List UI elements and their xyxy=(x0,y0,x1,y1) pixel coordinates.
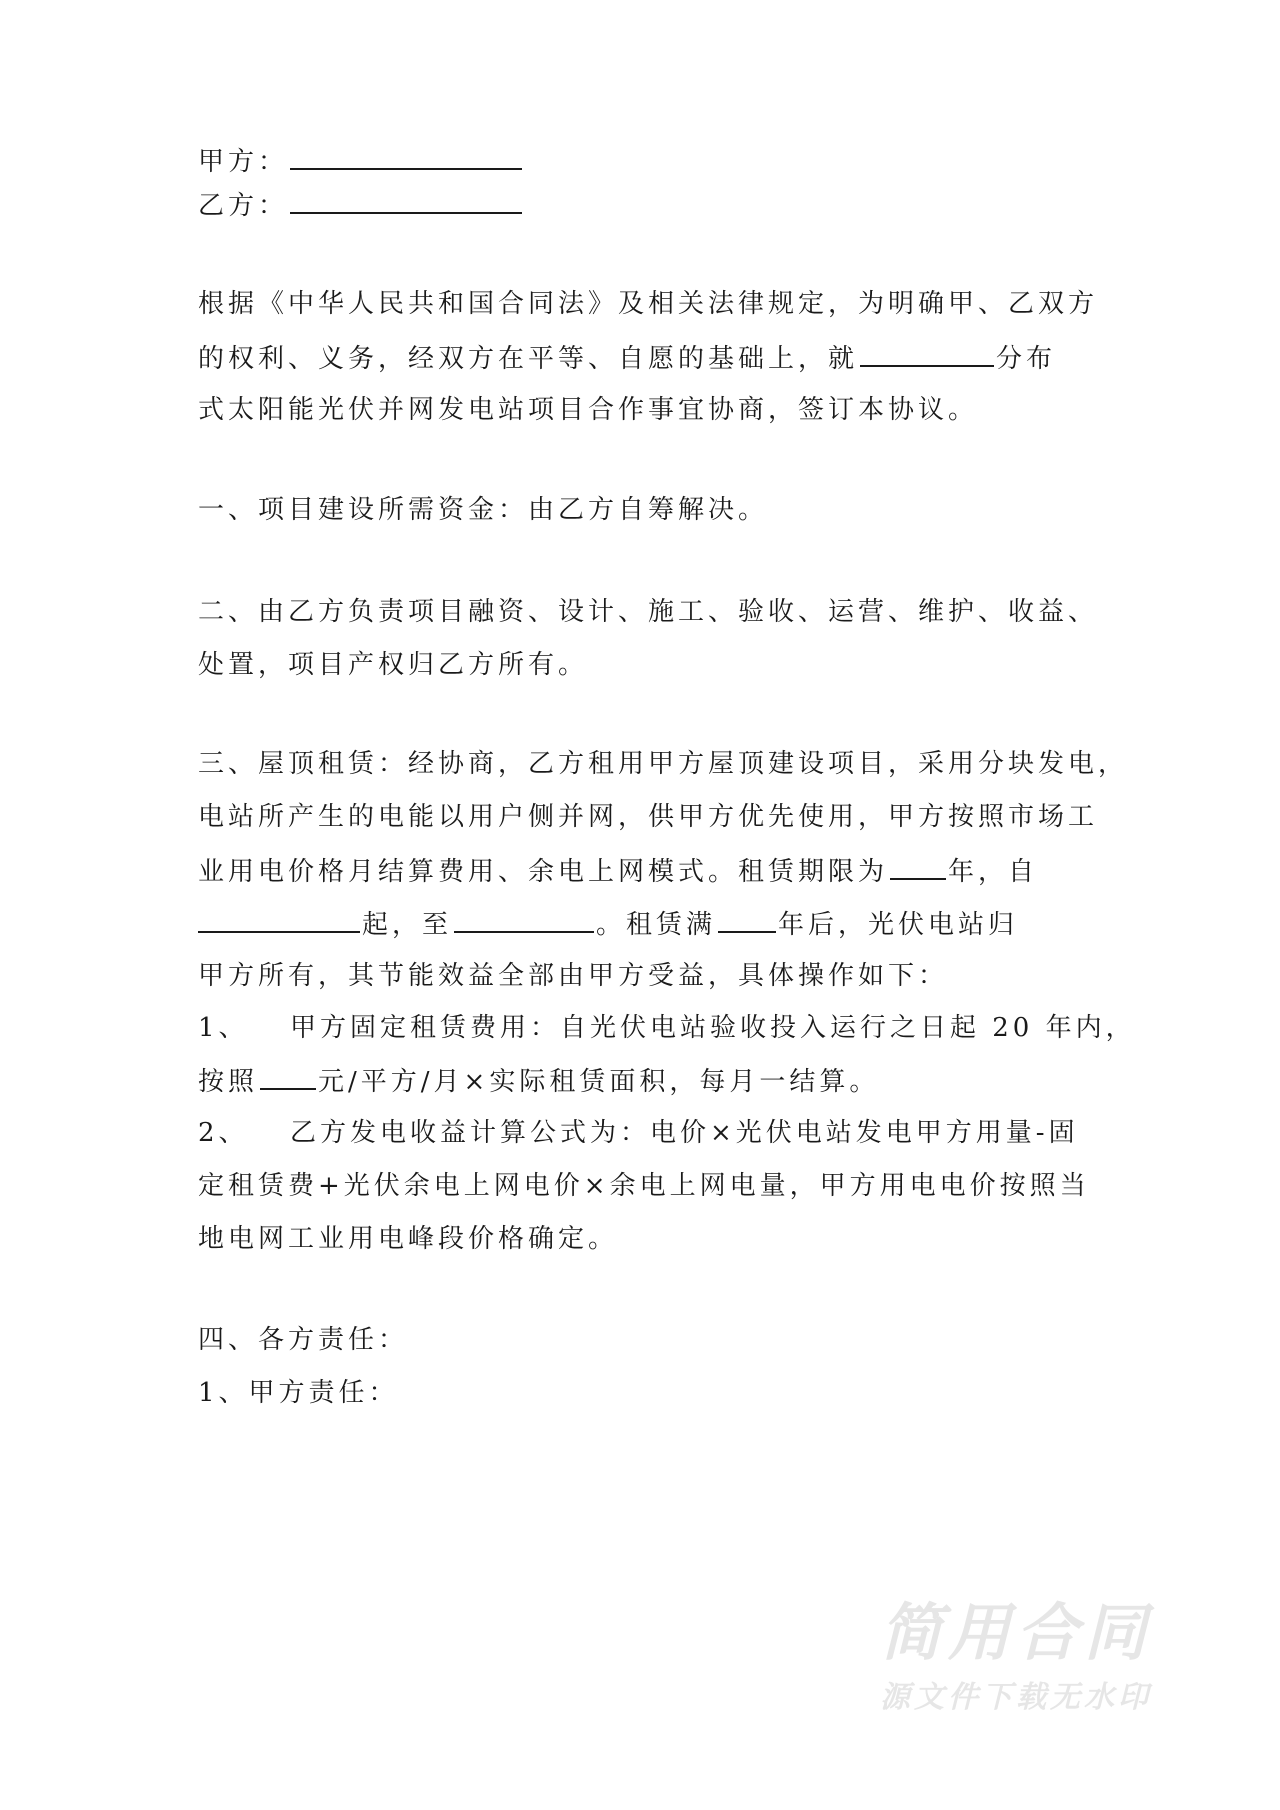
project-name-blank[interactable] xyxy=(860,337,994,367)
section-3-line-2: 电站所产生的电能以用户侧并网，供甲方优先使用，甲方按照市场工 xyxy=(198,802,1099,832)
section-3-text: 。租赁满 xyxy=(596,910,717,940)
section-3-item-2-line-2: 定租赁费+光伏余电上网电价×余电上网电量，甲方用电电价按照当 xyxy=(198,1171,1090,1201)
section-4-sub-1: 1、甲方责任： xyxy=(198,1378,399,1408)
preamble-line-1: 根据《中华人民共和国合同法》及相关法律规定，为明确甲、乙双方 xyxy=(198,289,1099,319)
watermark xyxy=(880,1598,1152,1718)
section-3-item-2-line-1 xyxy=(198,1113,1079,1153)
lease-end-date-blank[interactable] xyxy=(454,903,594,933)
section-1: 一、项目建设所需资金：由乙方自筹解决。 xyxy=(198,495,769,525)
section-2-line-2: 处置，项目产权归乙方所有。 xyxy=(198,650,589,680)
section-3-text: 年后，光伏电站归 xyxy=(778,910,1019,940)
item-text: 按照 xyxy=(198,1067,259,1097)
section-3-line-1: 三、屋顶租赁：经协商，乙方租用甲方屋顶建设项目，采用分块发电， xyxy=(198,749,1129,779)
party-b-line xyxy=(198,184,524,226)
section-3-text: 业用电价格月结算费用、余电上网模式。租赁期限为 xyxy=(198,857,889,887)
section-3-line-3 xyxy=(198,850,1038,892)
section-3-item-1-line-2 xyxy=(198,1060,879,1102)
party-b-label: 乙方： xyxy=(198,191,289,221)
preamble-line-2 xyxy=(198,337,1056,379)
item-text: 元/平方/月×实际租赁面积，每月一结算。 xyxy=(318,1067,880,1097)
lease-term-years-blank[interactable] xyxy=(890,850,946,880)
section-3-text: 起，至 xyxy=(362,910,453,940)
preamble-line-3: 式太阳能光伏并网发电站项目合作事宜协商，签订本协议。 xyxy=(198,395,979,425)
section-3-item-1-line-1 xyxy=(198,1008,1136,1048)
item-number: 1、 xyxy=(198,1013,249,1043)
party-a-line xyxy=(198,140,524,182)
preamble-text: 的权利、义务，经双方在平等、自愿的基础上，就 xyxy=(198,344,859,374)
section-3-item-2-line-3: 地电网工业用电峰段价格确定。 xyxy=(198,1224,619,1254)
section-3-line-5: 甲方所有，其节能效益全部由甲方受益，具体操作如下： xyxy=(198,961,949,991)
party-a-label: 甲方： xyxy=(198,147,289,177)
lease-start-date-blank[interactable] xyxy=(198,903,360,933)
item-number: 2、 xyxy=(198,1118,249,1148)
section-4-title: 四、各方责任： xyxy=(198,1325,409,1355)
section-3-text: 年，自 xyxy=(948,857,1039,887)
section-3-line-4 xyxy=(198,903,1018,945)
rent-price-blank[interactable] xyxy=(260,1060,316,1090)
preamble-text: 分布 xyxy=(996,344,1057,374)
party-a-blank[interactable] xyxy=(290,140,522,170)
item-text: 乙方发电收益计算公式为：电价×光伏电站发电甲方用量-固 xyxy=(290,1118,1079,1148)
lease-full-years-blank[interactable] xyxy=(718,903,776,933)
watermark-brand: 简用合同 xyxy=(880,1596,1153,1669)
item-text: 甲方固定租赁费用：自光伏电站验收投入运行之日起 20 年内， xyxy=(290,1013,1136,1043)
party-b-blank[interactable] xyxy=(290,184,522,214)
section-2-line-1: 二、由乙方负责项目融资、设计、施工、验收、运营、维护、收益、 xyxy=(198,597,1099,627)
watermark-caption: 源文件下载无水印 xyxy=(880,1680,1152,1715)
